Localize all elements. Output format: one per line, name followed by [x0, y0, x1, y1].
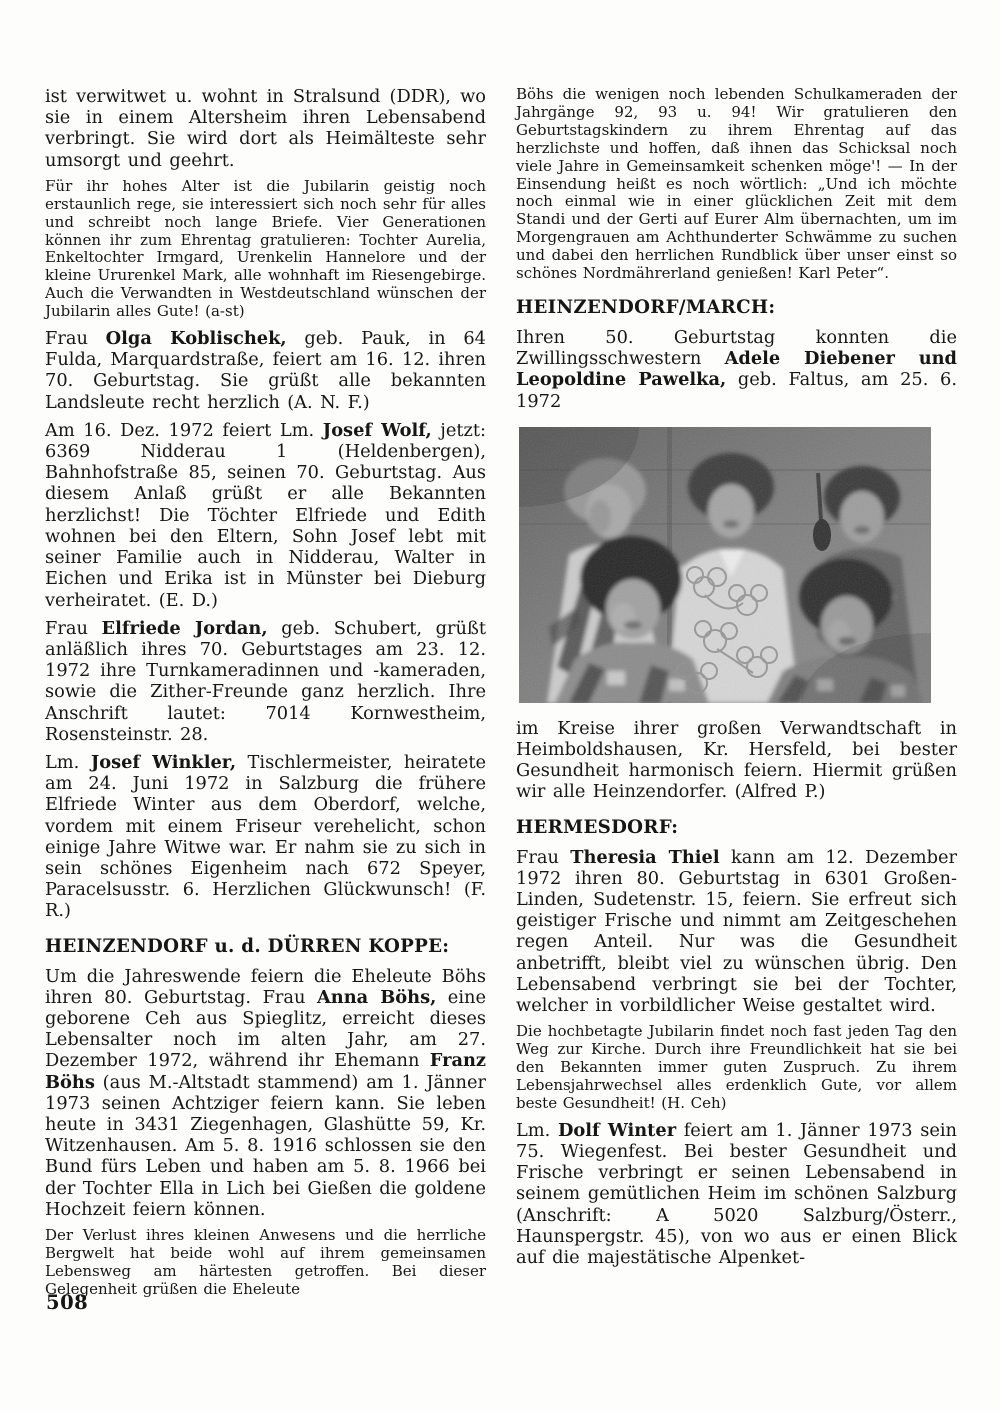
article-paragraph	[516, 327, 957, 412]
bold-text-run: Josef Winkler,	[90, 751, 237, 773]
text-run: Frau	[45, 328, 106, 350]
bold-text-run: Theresia Thiel	[570, 846, 720, 868]
article-paragraph	[516, 86, 957, 283]
page-number: 508	[46, 1291, 89, 1314]
text-run: geb. Faltus, am 25. 6. 1972	[516, 369, 957, 412]
article-paragraph	[516, 1120, 957, 1268]
text-run: jetzt: 6369 Nidderau 1 (Heldenbergen), Bahnhofstraße 85, seinen 70. Geburtstag. Aus diesem Anlaß grüßt er alle Bekannten herzlichst! Die Töchter Elfriede und Edith wohnen bei den Eltern, Sohn Josef lebt mit seiner Familie auch in Nidderau, Walter in Eichen und Erika ist in Münster bei Dieburg verheiratet. (E. D.)	[45, 419, 486, 611]
text-run: geb. Pauk, in 64 Fulda, Marquardstraße, feiert am 16. 12. ihren 70. Geburtstag. Sie grüßt alle bekannten Landsleute recht herzlich (A. N. F.)	[45, 328, 486, 413]
text-run: feiert am 1. Jänner 1973 sein 75. Wiegenfest. Bei bester Gesundheit und Frische verbringt er seinen Lebensabend in seinem gemütlichen Heim im schönen Salzburg (Anschrift: A 5020 Salzburg/Österr., Haunspergstr. 45), von wo aus er einen Blick auf die majestätische Alpenket-	[516, 1119, 957, 1268]
bold-text-run: Olga Koblischek,	[105, 328, 287, 350]
article-paragraph	[45, 328, 486, 413]
text-run: Frau	[516, 846, 571, 868]
text-run: Die hochbetagte Jubilarin findet noch fast jeden Tag den Weg zur Kirche. Durch ihre Freundlichkeit hat sie bei den Bekannten immer guten Zuspruch. Zu ihrem Lebensjahrwechsel alles erdenklich Gute, vor allem beste Gesundheit! (H. Ceh)	[516, 1022, 957, 1112]
article-paragraph	[45, 618, 486, 745]
left-column	[45, 86, 486, 1306]
text-run: Tischlermeister, heiratete am 24. Juni 1972 in Salzburg die frühere Elfriede Winter aus dem Oberdorf, welche, vordem mit einem Friseur verehelicht, schon einige Jahre Witwe war. Er nahm sie zu sich in sein schönes Eigenheim nach 672 Speyer, Paracelsusstr. 6. Herzlichen Glückwunsch! (F. R.)	[45, 751, 486, 922]
text-run: eine geborene Ceh aus Spieglitz, erreicht dieses Lebensalter noch im alten Jahr, am 27. Dezember 1972, während ihr Ehemann	[45, 986, 486, 1072]
text-run: Frau	[45, 617, 102, 639]
text-run: ist verwitwet u. wohnt in Stralsund (DDR), wo sie in einem Altersheim ihren Lebensabend verbringt. Sie wird dort als Heimälteste sehr umsorgt und geehrt.	[45, 86, 486, 171]
two-column-layout	[45, 86, 957, 1306]
article-paragraph	[45, 86, 486, 171]
bold-text-run: HERMESDORF:	[516, 816, 679, 838]
text-run: (aus M.-Altstadt stammend) am 1. Jänner 1973 seinen Achtziger feiern kann. Sie leben heute in 3431 Ziegenhagen, Glashütte 59, Kr. Witzenhausen. Am 5. 8. 1916 schlossen sie den Bund fürs Leben und haben am 5. 8. 1966 bei der Tochter Ella in Lich bei Gießen die goldene Hochzeit feiern können.	[45, 1071, 486, 1220]
article-paragraph	[45, 1227, 486, 1299]
right-column	[516, 86, 957, 1275]
article-paragraph	[516, 847, 957, 1017]
bold-text-run: Elfriede Jordan,	[101, 617, 268, 639]
article-paragraph	[45, 178, 486, 321]
text-run: kann am 12. Dezember 1972 ihren 80. Geburtstag in 6301 Großen-Linden, Sudetenstr. 15, feiern. Sie erfreut sich geistiger Frische und nimmt am Zeitgeschehen regen Anteil. Nur was die Gesundheit anbetrifft, bleibt viel zu wünschen übrig. Den Lebensabend verbringt sie bei der Tochter, welcher in vorbildlicher Weise gestaltet wird.	[516, 846, 957, 1017]
text-run: Der Verlust ihres kleinen Anwesens und die herrliche Bergwelt hat beide wohl auf ihrem gemeinsamen Lebensweg am härtesten getroffen. Bei dieser Gelegenheit grüßen die Eheleute	[45, 1225, 486, 1298]
text-run: Für ihr hohes Alter ist die Jubilarin geistig noch erstaunlich rege, sie interessiert sich noch sehr für alles und schreibt noch lange Briefe. Vier Generationen können ihr zum Ehrentag gratulieren: Tochter Aurelia, Enkeltochter Irmgard, Urenkelin Hannelore und der kleine Ururenkel Mark, alle wohnhaft im Riesengebirge. Auch die Verwandten in Westdeutschland wünschen der Jubilarin alles Gute! (a-st)	[45, 176, 486, 321]
text-run: geb. Schubert, grüßt anläßlich ihres 70. Geburtstages am 23. 12. 1972 ihre Turnkameradinnen und -kameraden, sowie die Zither-Freunde ganz herzlich. Ihre Anschrift lautet: 7014 Kornwestheim, Rosensteinstr. 28.	[45, 617, 487, 745]
bold-text-run: Anna Böhs,	[317, 986, 437, 1008]
section-heading	[516, 297, 957, 319]
bold-text-run: Dolf Winter	[557, 1119, 677, 1141]
bold-text-run: HEINZENDORF u. d. DÜRREN KOPPE:	[45, 935, 450, 957]
section-heading	[45, 936, 486, 958]
group-photo-illustration	[519, 427, 931, 703]
text-run: im Kreise ihrer großen Verwandtschaft in Heimboldshausen, Kr. Hersfeld, bei bester Gesundheit harmonisch feiern. Hiermit grüßen wir alle Heinzendorfer. (Alfred P.)	[516, 717, 957, 803]
text-run: Böhs die wenigen noch lebenden Schulkameraden der Jahrgänge 92, 93 u. 94! Wir gratulieren den Geburtstagskindern zu ihrem Ehrentag auf das herzlichste und hoffen, daß ihnen das Schicksal noch viele Jahre in Gemeinsamkeit schenken möge'! — In der Einsendung heißt es noch wörtlich: „Und ich möchte noch einmal wie in einer glücklichen Zeit mit dem Standi und der Gerti auf Eurer Alm übernachten, um im Morgengrauen am Achthunderter Schwämme zu suchen und dabei den herrlichen Rundblick über unser einst so schönes Nordmährerland genießen! Karl Peter“.	[516, 85, 957, 283]
bold-text-run: HEINZENDORF/MARCH:	[516, 296, 776, 318]
article-paragraph	[45, 966, 486, 1220]
text-run: Ihren 50. Geburtstag konnten die Zwillingsschwestern	[516, 326, 957, 370]
bold-text-run: Franz Böhs	[45, 1050, 486, 1093]
article-paragraph	[45, 752, 486, 922]
text-run: Um die Jahreswende feiern die Eheleute Böhs ihren 80. Geburtstag. Frau	[45, 965, 486, 1008]
text-run: Lm.	[45, 751, 91, 773]
article-paragraph	[45, 420, 486, 611]
group-photo	[519, 427, 931, 703]
bold-text-run: Josef Wolf,	[322, 419, 432, 441]
text-run: Lm.	[516, 1119, 558, 1141]
bold-text-run: Adele Diebener und Leopoldine Pawelka,	[516, 348, 957, 391]
text-run: Am 16. Dez. 1972 feiert Lm.	[45, 419, 323, 441]
section-heading	[516, 817, 957, 839]
article-paragraph	[516, 1023, 957, 1113]
article-paragraph	[516, 718, 957, 803]
